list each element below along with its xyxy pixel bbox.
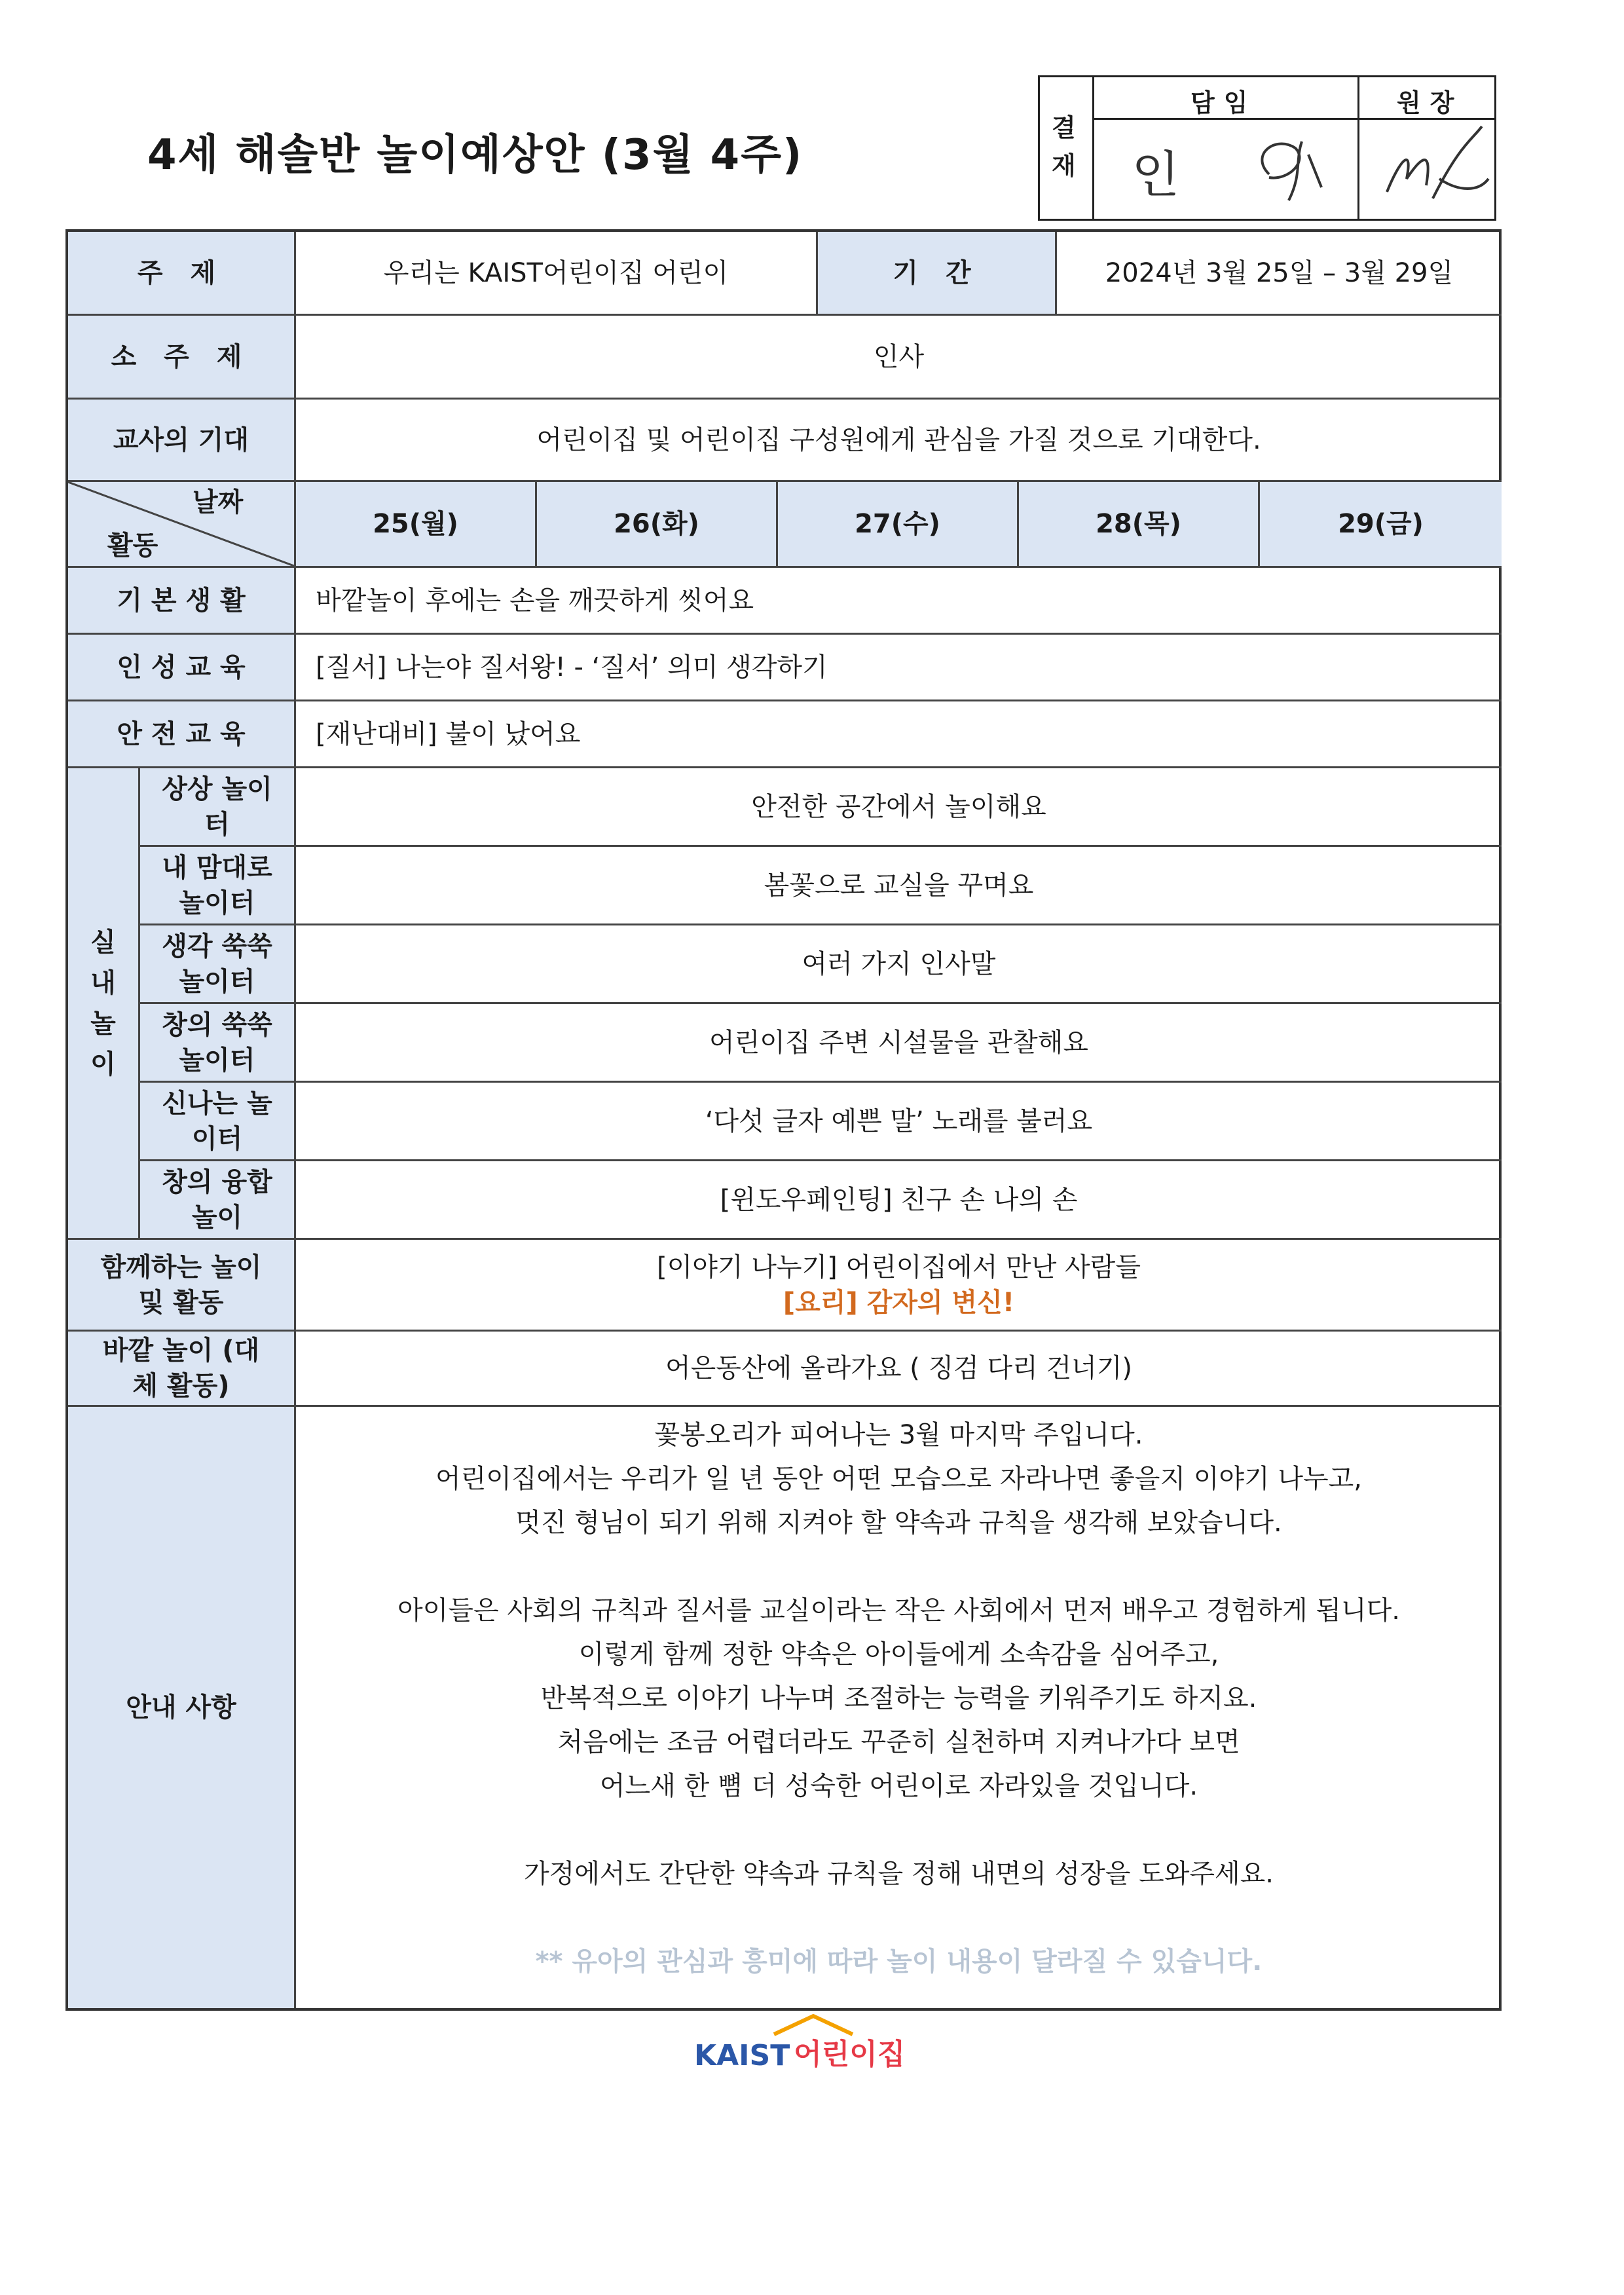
day-header: 29(금) [1260,482,1502,568]
period-label: 기 간 [818,232,1057,316]
indoor-row-label: 창의 융합 놀이 [140,1161,296,1240]
signature-3-icon [1367,120,1492,218]
logo-kaist-text: KAIST [694,2039,790,2072]
together-value [296,1240,1502,1332]
expectation-label: 교사의 기대 [68,400,296,482]
notice-line: 꽃봉오리가 피어나는 3월 마지막 주입니다. [654,1420,1143,1450]
together-line-1: [이야기 나누기] 어린이집에서 만난 사람들 [657,1252,1141,1282]
safety-edu-value: [재난대비] 불이 났어요 [296,701,1502,768]
notice-line: 어느새 한 뼘 더 성숙한 어린이로 자라있을 것입니다. [599,1771,1198,1801]
indoor-row-value: ‘다섯 글자 예쁜 말’ 노래를 불러요 [296,1083,1502,1161]
page-title: 4세 해솔반 놀이예상안 (3월 4주) [147,131,803,179]
director-label: 원장 [1397,88,1464,117]
notice-body [296,1407,1502,2008]
indoor-row-value: [윈도우페인팅] 친구 손 나의 손 [296,1161,1502,1240]
together-line-2: [요리] 감자의 변신! [783,1287,1015,1318]
indoor-row-value: 안전한 공간에서 놀이해요 [296,768,1502,847]
basic-life-label: 기 본 생 활 [68,568,296,635]
indoor-row-label: 상상 놀이터 [140,768,296,847]
notice-line [895,1896,903,1940]
notice-line: 멋진 형님이 되기 위해 지켜야 할 약속과 규칙을 생각해 보았습니다. [515,1508,1282,1538]
day-header: 25(월) [296,482,537,568]
character-edu-label: 인 성 교 육 [68,635,296,701]
plan-table [65,229,1502,2011]
activity-label: 활동 [107,531,158,561]
notice-line: 어린이집에서는 우리가 일 년 동안 어떤 모습으로 자라나면 좋을지 이야기 나누고, [435,1464,1362,1494]
day-header: 28(목) [1019,482,1260,568]
notice-line: 이렇게 함께 정한 약속은 아이들에게 소속감을 심어주고, [578,1639,1219,1670]
approval-box [1038,75,1496,221]
kaist-daycare-logo [694,2030,905,2072]
indoor-row-value: 봄꽃으로 교실을 꾸며요 [296,847,1502,925]
notice-line [895,1808,903,1852]
approval-side-label: 결재 [1052,113,1076,180]
character-edu-value: [질서] 나는야 질서왕! - ‘질서’ 의미 생각하기 [296,635,1502,701]
notice-footnote: ** 유아의 관심과 흥미에 따라 놀이 내용이 달라질 수 있습니다. [535,1947,1263,1977]
indoor-play-label [68,768,140,1240]
indoor-char: 이 [90,1049,116,1079]
indoor-char: 내 [90,967,116,998]
subtopic-value: 인사 [296,316,1502,400]
expectation-value: 어린이집 및 어린이집 구성원에게 관심을 가질 것으로 기대한다. [296,400,1502,482]
indoor-row-value: 여러 가지 인사말 [296,925,1502,1004]
notice-line: 아이들은 사회의 규칙과 질서를 교실이라는 작은 사회에서 먼저 배우고 경험하게 됩니다. [397,1595,1400,1626]
topic-value: 우리는 KAIST어린이집 어린이 [296,232,818,316]
indoor-row-label: 생각 쑥쑥 놀이터 [140,925,296,1004]
indoor-row-label: 내 맘대로 놀이터 [140,847,296,925]
basic-life-value: 바깥놀이 후에는 손을 깨끗하게 씻어요 [296,568,1502,635]
notice-label: 안내 사항 [68,1407,296,2008]
date-label: 날짜 [193,487,244,517]
day-header: 26(화) [537,482,778,568]
notice-line: 가정에서도 간단한 약속과 규칙을 정해 내면의 성장을 도와주세요. [524,1859,1274,1889]
indoor-char: 실 [90,927,116,958]
logo-daycare-text: 어린이집 [794,2038,906,2071]
indoor-char: 놀 [90,1008,116,1039]
homeroom-label: 담임 [1190,88,1257,117]
notice-line: 처음에는 조금 어렵더라도 꾸준히 실천하며 지켜나가다 보면 [557,1727,1240,1757]
outdoor-label: 바깥 놀이 (대체 활동) [68,1332,296,1407]
date-activity-header [68,482,296,568]
together-label: 함께하는 놀이 및 활동 [68,1240,296,1332]
indoor-row-label: 창의 쑥쑥 놀이터 [140,1004,296,1083]
indoor-row-label: 신나는 놀이터 [140,1083,296,1161]
day-header: 27(수) [778,482,1019,568]
signature-1: 인 [1132,145,1180,204]
signature-2-icon [1230,128,1341,214]
notice-line: 반복적으로 이야기 나누며 조절하는 능력을 키워주기도 하지요. [540,1683,1257,1713]
indoor-row-value: 어린이집 주변 시설물을 관찰해요 [296,1004,1502,1083]
topic-label: 주 제 [68,232,296,316]
outdoor-value: 어은동산에 올라가요 ( 징검 다리 건너기) [296,1332,1502,1407]
subtopic-label: 소 주 제 [68,316,296,400]
diagonal-divider [68,482,294,566]
notice-line [895,1545,903,1589]
house-roof-icon [767,2012,859,2038]
period-value: 2024년 3월 25일 – 3월 29일 [1057,232,1502,316]
safety-edu-label: 안 전 교 육 [68,701,296,768]
